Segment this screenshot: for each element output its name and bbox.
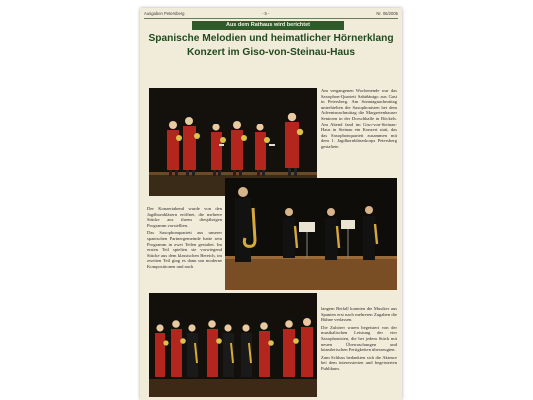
paragraph: Der Konzertabend wurde von den Jagdhornbläsern eröffnet, die mehrere Stücke aus ihrem diesjährigen Programm vorstellten. bbox=[147, 206, 222, 228]
header-right: Nr. 06/2006 bbox=[376, 11, 398, 16]
article-column-right-2 bbox=[321, 306, 397, 398]
paragraph: Am vergangenen Wochenende war das Saxophon-Quartett Sabiñánigo aus Gast in Petersberg. Am Sonntagnachmittag unterhielten die Saxophonisten bei dem Adventsnachmittag die Margretenhauser Senioren in der Dorschhalle in Böckels. Am Abend fand im Giso-von-Steinau-Haus in Steinau ein Konzert statt, das das Saxophonquartett zusammen mit dem 1. Jagdhornbläserkorps Petersberg gestaltete. bbox=[321, 88, 397, 149]
section-banner: Aus dem Rathaus wird berichtet bbox=[192, 21, 344, 30]
headline-line-2: Konzert im Giso-von-Steinau-Haus bbox=[186, 47, 356, 58]
header-center: - 5 - bbox=[262, 11, 270, 16]
photo-all-musicians bbox=[149, 293, 317, 397]
paragraph: Das Saxophonquartett aus unserer spanischen Partnergemeinde hatte sein Programm in zwei Teilen gestaltet. Im ersten Teil spielten sie vorwiegend Stücke aus dem klassischen Bereich, im zweiten Teil ging es dann um moderne Kompositionen und nach bbox=[147, 230, 222, 269]
paragraph: Die Zuhörer waren begeistert von der musikalischen Leistung der vier Saxophonisten, die bei jedem Stück mit neuen Überraschungen und künstlerischen Fertigkeiten überzeugten. bbox=[321, 324, 397, 353]
page-header bbox=[144, 11, 398, 19]
headline-line-1: Spanische Melodien und heimatlicher Hörnerklang bbox=[148, 33, 394, 44]
photo-saxophone-quartet bbox=[225, 178, 397, 290]
paragraph: langem Beifall konnten die Musiker aus Spanien erst nach mehreren Zugaben die Bühne verlassen. bbox=[321, 306, 397, 323]
header-left: Ausgaben Petersberg bbox=[144, 11, 185, 16]
article-column-left bbox=[147, 206, 222, 292]
newspaper-page bbox=[140, 8, 402, 400]
paragraph: Zum Schluss bedankten sich die Akteure bei dem interessierten und begeisterten Publikum. bbox=[321, 354, 397, 371]
